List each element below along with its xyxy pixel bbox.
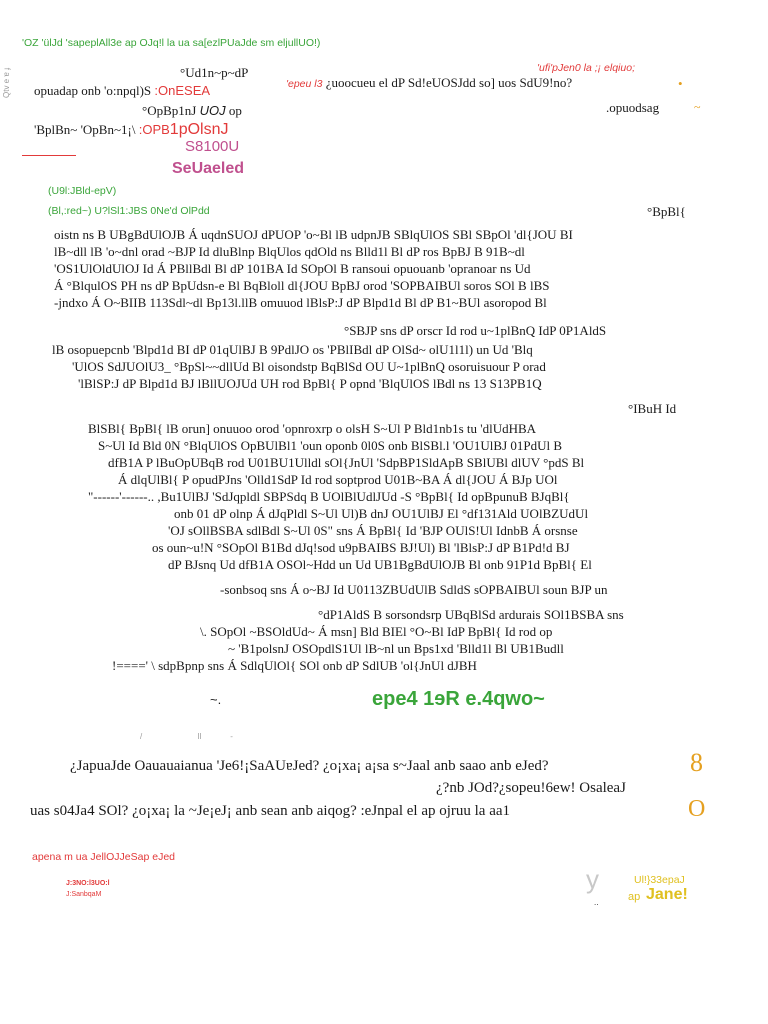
footer-green-prefix: ~. bbox=[210, 692, 222, 707]
left-line-4 bbox=[34, 121, 229, 139]
margin-vertical-label: Qtv e ɐ ɟ bbox=[2, 67, 11, 98]
right-line-1: 'ufi'pJen0 la ;¡ elqiuo; bbox=[537, 62, 635, 74]
top-line: 'OZ 'ülJd 'sapeplAll3e ap OJq!l la ua sa[ezlPUaJde sm eljullUO!) bbox=[22, 37, 321, 49]
question-2: ¿?nb JOd?¿sopeu!6ew! OsaleaJ bbox=[436, 780, 626, 796]
question-3: uas s04Ja4 SOl? ¿o¡xa¡ la ~Je¡eJ¡ anb sean anb aiqog? :eJnpal el ap ojruu la aa1 bbox=[30, 803, 511, 819]
logo-icon: y bbox=[586, 864, 599, 894]
left-line-2-accent: :OnESEA bbox=[154, 83, 211, 98]
right-tilde: ~ bbox=[694, 100, 701, 114]
p1-line: -jndxo Á O~BIIB 113Sdl~dl Bp13l.llB omuuod lBlsP:J dP Blpd1d Bl dP B1~BUl asoropod Bl bbox=[54, 295, 547, 310]
logo-top-text: Ul!}33epaJ bbox=[634, 874, 685, 886]
p3-line: BlSBl{ BpBl{ lB orun] onuuoo orod 'opnroxrp o olsH S~Ul P Bld1nb1s tu 'dlUdHBA bbox=[88, 421, 537, 436]
p3-line: os oun~u!N °SOpOl B1Bd dJq!sod u9pBAIBS BJ!Ul) Bl 'lBlsP:J dP B1Pd!d BJ bbox=[152, 540, 570, 555]
p1-line: Á °BlqulOS PH ns dP BpUdsn-e Bl BqBloll dl{JOU BpBJ orod 'SOPBAIBUl soros SOl B lBS bbox=[54, 278, 550, 293]
p3-line: 'OJ sOllBSBA sdlBdl S~Ul 0S" sns Á BpBl{ Id 'BJP OUlS!Ul IdnbB Á orsnse bbox=[168, 523, 578, 538]
p3-line: "------'------.. ,Bu1UlBJ 'SdJqpldl SBPSdq B UOlBlUdlJUd -S °BpBl{ Id opBpunuB BJqBl{ bbox=[88, 489, 570, 504]
p1-line: oistn ns B UBgBdUlOJB Á uqdnSUOJ dPUOP 'o~Bl lB udpnJB SBlqUlOS SBl SBpOl 'dl{JOU BI bbox=[54, 227, 573, 242]
right-line-2-accent: 'epeu l3 bbox=[286, 78, 323, 90]
p3-line: onb 01 dP olnp Á dJqPldl S~Ul Ul)B dnJ OU1UlBJ El °df131Ald UOlBZUdUl bbox=[174, 506, 589, 521]
logo-ap: ap bbox=[628, 891, 641, 903]
p3-line-0: °IBuH Id bbox=[628, 401, 677, 416]
p3-line: !====' \ sdpBpnp sns Á SdlqUlOl{ SOl onb dP SdlUB 'ol{JnUl dJBH bbox=[112, 658, 477, 673]
question-1-number: 8 bbox=[690, 748, 703, 777]
p3-line: Á dlqUlBl{ P opudPJns 'Olld1SdP Id rod soptprod U01B~BA Á dl{JOU Á BJp UOl bbox=[118, 472, 558, 487]
right-line-3: .opuodsag bbox=[606, 100, 660, 115]
right-dot: • bbox=[678, 76, 683, 91]
footer-green-heading: epe4 1ɘR e.4qwo~ bbox=[372, 688, 545, 710]
paragraph-2 bbox=[52, 341, 682, 392]
p3-line: °dP1AldS B sorsondsrp UBqBlSd ardurais SOl1BSBA sns bbox=[318, 607, 624, 622]
green-note-2: (Bl,:red~) U?lSl1:JBS 0Ne'd OlPdd bbox=[48, 205, 210, 217]
p3-line: -sonbsoq sns Á o~BJ Id U0113ZBUdUlB SdldS sOPBAIBUl soun BJP un bbox=[220, 582, 608, 597]
bottom-red-1: apena m ua JellOJJeSap eJed bbox=[32, 851, 176, 863]
left-line-5: S8100U bbox=[185, 138, 240, 155]
left-line-3-italic: UOJ bbox=[199, 103, 226, 118]
p2-line: lB osopuepcnb 'Blpd1d BI dP 01qUlBJ B 9PdlJO os 'PBlIBdl dP OlSd~ olU1l1l) un Ud 'Blq bbox=[52, 342, 533, 357]
left-line-2 bbox=[34, 83, 210, 99]
p1-line: 'OS1UlOldUlOJ Id Á PBllBdl Bl dP 101BA Id SOpOl B ransoui opuouanb 'opranoar ns Ud bbox=[54, 261, 531, 276]
bottom-red-3: J:SanbqaM bbox=[66, 891, 102, 898]
logo-jane: Jane! bbox=[646, 886, 688, 903]
p3-line: dP BJsnq Ud dfB1A OSOl~Hdd un Ud UB1BgBdUlOJB Bl onb 91P1d BpBl{ El bbox=[168, 557, 592, 572]
left-line-6: SeUaeled bbox=[172, 160, 245, 177]
p2-line: 'UlOS SdJUOlU3_ °BpSl~~dllUd Bl oisondstp BqBlSd OU U~1plBnQ osoruisuour P orad bbox=[72, 359, 546, 374]
right-line-2 bbox=[286, 75, 572, 91]
left-line-3-text: °OpBp1nJ bbox=[142, 103, 197, 118]
paragraph-1 bbox=[54, 226, 684, 311]
left-line-1: °Ud1n~p~dP bbox=[180, 65, 249, 80]
p2-line: 'lBlSP:J dP Blpd1d BJ lBllUOJUd UH rod BpBl{ P opnd 'BlqUlOS lBdl ns 13 S13PB1Q bbox=[78, 376, 542, 391]
p3-line: ~ 'B1polsnJ OSOpdlS1Ul lB~nl un Bps1xd 'Blld1l Bl UB1Budll bbox=[228, 641, 564, 656]
p3-line: \. SOpOl ~BSOldUd~ Á msn] Bld BIEl °O~Bl IdP BpBl{ Id rod op bbox=[200, 624, 553, 639]
question-1: ¿JapuaJde Oauauaianua 'Je6!¡SaAUɐJed? ¿o¡xa¡ a¡sa s~Jaal anb saao anb eJed? bbox=[70, 758, 549, 774]
left-line-3 bbox=[142, 103, 242, 119]
left-line-2-text: opuadap onb 'o:npql)S bbox=[34, 83, 152, 98]
left-line-4-big: 1pOlsnJ bbox=[169, 121, 229, 138]
p1-line: lB~dll lB 'o~dnl orad ~BJP Id dluBlnp BlqUlos qdOld ns Blld1l Bl dP ros BpBJ B 91B~dl bbox=[54, 244, 525, 259]
p1-line-0: °BpBl{ bbox=[647, 204, 686, 219]
footer-marks: / ll - bbox=[140, 732, 233, 741]
right-line-2-text: ¿uoocueu el dP Sd!eUOSJdd so] uos SdU9!no? bbox=[325, 75, 573, 90]
left-line-3-end: op bbox=[228, 103, 242, 118]
left-red-rule bbox=[22, 155, 76, 156]
p3-line: dfB1A P lBuOpUBqB rod U01BU1Ulldl sOl{JnUl 'SdpBP1SldApB SBlUBl dlUV °pdS Bl bbox=[108, 455, 585, 470]
p3-line: S~Ul Id Bld 0N °BlqUlOS OpBUlBl1 'oun oponb 0l0S onb BlSBl.l 'OU1UlBJ 01PdUl B bbox=[98, 438, 563, 453]
paragraph-3 bbox=[88, 420, 688, 674]
left-line-4-text: 'BplBn~ 'OpBn~1¡\ bbox=[34, 122, 136, 137]
p2-line-0: °SBJP sns dP orscr Id rod u~1plBnQ IdP 0P1AldS bbox=[344, 323, 607, 338]
left-line-4-accent: :OPB bbox=[138, 122, 170, 137]
question-3-number: O bbox=[688, 796, 706, 822]
bottom-red-2: J:3NO:l3UO:l bbox=[66, 880, 110, 887]
green-note-1: (U9l:JBld-epV) bbox=[48, 185, 117, 197]
logo-dots: .. bbox=[594, 898, 599, 907]
